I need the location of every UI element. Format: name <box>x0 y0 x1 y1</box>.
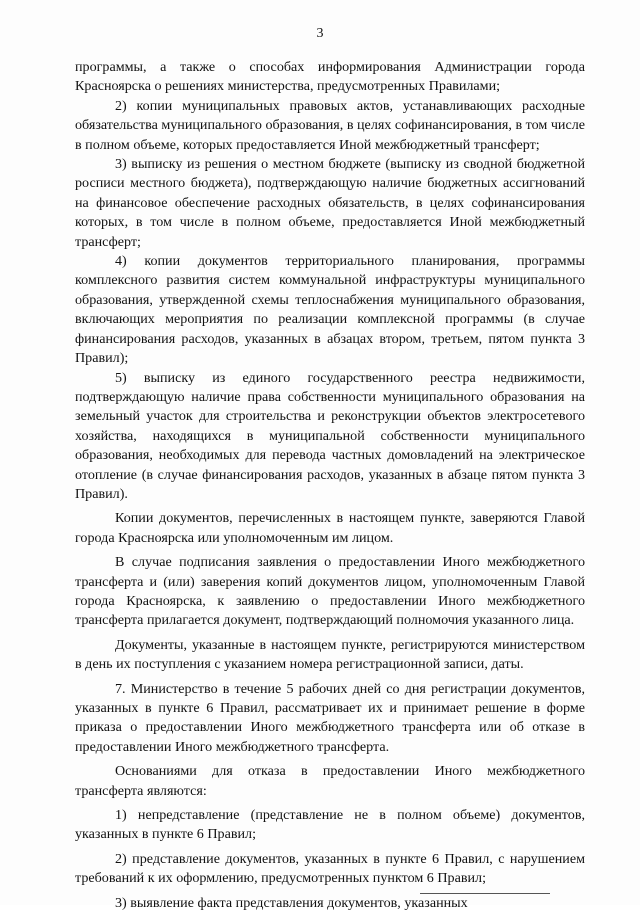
paragraph: Копии документов, перечисленных в настоящем пункте, заверяются Главой города Красноярска или уполномоченным им лицом. <box>75 510 585 546</box>
paragraph: 2) копии муниципальных правовых актов, устанавливающих расходные обязательства муниципального образования, в целях софинансирования, в том числе в полном объеме, которых предоставляется Иной межбюджетный трансферт; <box>75 97 585 153</box>
footer-divider <box>420 893 550 894</box>
paragraph: 3) выписку из решения о местном бюджете (выписку из сводной бюджетной росписи местного бюджета), подтверждающую наличие бюджетных ассигнований на финансовое обеспечение расходных обязательств, в целях софинансирования которых, в том числе в полном объеме, предоставляется Иной межбюджетный трансферт; <box>75 156 585 250</box>
paragraph: Документы, указанные в настоящем пункте, регистрируются министерством в день их поступления с указанием номера регистрационной записи, даты. <box>75 636 585 673</box>
paragraph: 7. Министерство в течение 5 рабочих дней со дня регистрации документов, указанных в пункте 6 Правил, рассматривает их и принимает решение в форме приказа о предоставлении Иного межбюджетного трансферта или об отказе в предоставлении Иного межбюджетного трансферта. <box>75 680 585 755</box>
paragraph: 5) выписку из единого государственного реестра недвижимости, подтверждающую наличие права собственности муниципального образования на земельный участок для строительства и реконструкции объектов электросетевого хозяйства, находящихся в муниципальной собственности муниципального образования, необходимых для перевода частных домовладений на электрическое отопление (в случае финансирования расходов, указанных в абзаце пятом пункта 3 Правил). <box>75 369 585 502</box>
paragraph: программы, а также о способах информирования Администрации города Красноярска о решениях министерства, предусмотренных Правилами; <box>75 59 585 95</box>
paragraph: В случае подписания заявления о предоставлении Иного межбюджетного трансферта и (или) заверения копий документов лицом, уполномоченным Главой города Красноярска, к заявлению о предоставлении Иного межбюджетного трансферта прилагается документ, подтверждающий полномочия указанного лица. <box>75 554 585 629</box>
paragraph: 1) непредставление (представление не в полном объеме) документов, указанных в пункте 6 Правил; <box>75 807 585 843</box>
paragraph: 4) копии документов территориального планирования, программы комплексного развития систем коммунальной инфраструктуры муниципального образования, утвержденной схемы теплоснабжения муниципального образования, включающих мероприятия по реализации комплексной программы (в случае финансирования расходов, указанных в абзацах втором, третьем, пятом пункта 3 Правил); <box>75 253 585 367</box>
document-body <box>75 58 585 913</box>
paragraph: 2) представление документов, указанных в пункте 6 Правил, с нарушением требований к их оформлению, предусмотренных пунктом 6 Правил; <box>75 850 585 887</box>
paragraph: Основаниями для отказа в предоставлении Иного межбюджетного трансферта являются: <box>75 763 585 799</box>
page-number: 3 <box>316 26 324 41</box>
paragraph: 3) выявление факта представления документов, указанных <box>115 894 468 911</box>
